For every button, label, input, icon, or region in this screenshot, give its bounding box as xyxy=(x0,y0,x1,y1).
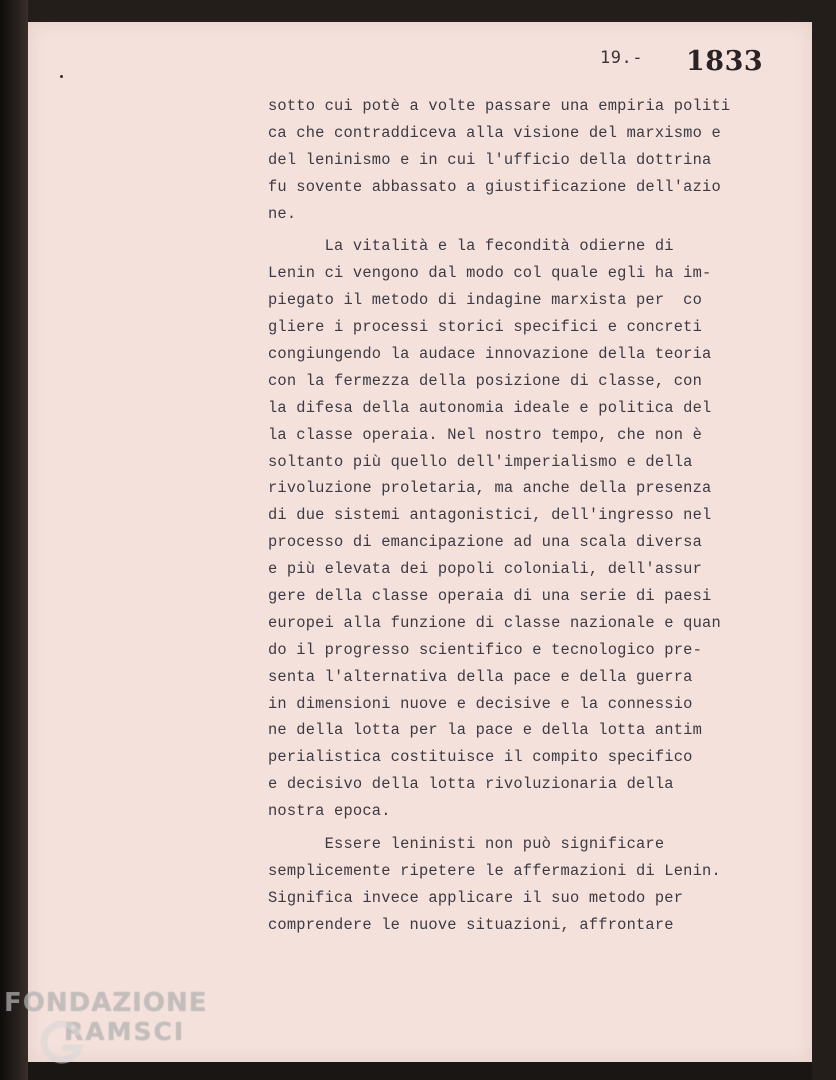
text-line: processo di emancipazione ad una scala diversa xyxy=(268,533,703,552)
text-line: Lenin ci vengono dal modo col quale egli ha im- xyxy=(268,264,712,283)
text-line: gliere i processi storici specifici e concreti xyxy=(268,318,703,337)
text-line: La vitalità e la fecondità odierne di xyxy=(268,237,674,256)
text-line: semplicemente ripetere le affermazioni di Lenin. xyxy=(268,861,721,880)
scan-border-right xyxy=(812,0,836,1080)
paper-speck xyxy=(60,75,63,78)
text-line: Essere leninisti non può significare xyxy=(268,835,665,854)
typewritten-text xyxy=(268,93,748,939)
text-line: perialistica costituisce il compito specifico xyxy=(268,748,693,767)
text-line: rivoluzione proletaria, ma anche della presenza xyxy=(268,479,712,498)
text-line: ne della lotta per la pace e della lotta antim xyxy=(268,721,703,740)
watermark-line-1: FONDAZIONE xyxy=(4,988,208,1018)
text-line: ne. xyxy=(268,204,297,223)
text-line: comprendere le nuove situazioni, affrontare xyxy=(268,915,674,934)
text-line: congiungendo la audace innovazione della teoria xyxy=(268,345,712,364)
fondazione-gramsci-watermark xyxy=(4,988,214,1046)
folio-number: 1833 xyxy=(686,46,764,77)
watermark-line-2: RAMSCI xyxy=(64,1017,186,1046)
page-number: 19.- xyxy=(600,48,643,68)
text-line: ca che contraddiceva alla visione del marxismo e xyxy=(268,123,721,142)
text-line: e decisivo della lotta rivoluzionaria della xyxy=(268,775,674,794)
text-line: la classe operaia. Nel nostro tempo, che non è xyxy=(268,425,703,444)
text-line: nostra epoca. xyxy=(268,802,391,821)
text-line: di due sistemi antagonistici, dell'ingresso nel xyxy=(268,506,712,525)
text-line: gere della classe operaia di una serie di paesi xyxy=(268,587,712,606)
text-line: in dimensioni nuove e decisive e la connessio xyxy=(268,694,693,713)
gramsci-g-logo-icon xyxy=(37,1018,87,1068)
text-line: sotto cui potè a volte passare una empiria politi xyxy=(268,97,731,115)
text-line: europei alla funzione di classe nazionale e quan xyxy=(268,613,721,632)
text-line: piegato il metodo di indagine marxista per co xyxy=(268,291,703,310)
text-line: Significa invece applicare il suo metodo per xyxy=(268,888,684,907)
text-line: fu sovente abbassato a giustificazione dell'azio xyxy=(268,177,721,196)
text-line: senta l'alternativa della pace e della guerra xyxy=(268,667,693,686)
text-line: do il progresso scientifico e tecnologico pre- xyxy=(268,640,703,659)
text-line: del leninismo e in cui l'ufficio della dottrina xyxy=(268,150,712,169)
text-line: con la fermezza della posizione di classe, con xyxy=(268,371,703,390)
binding-edge xyxy=(0,0,28,1080)
text-line: la difesa della autonomia ideale e politica del xyxy=(268,398,712,417)
text-line: soltanto più quello dell'imperialismo e della xyxy=(268,452,693,471)
text-line: e più elevata dei popoli coloniali, dell'assur xyxy=(268,560,703,579)
scan-border-top xyxy=(28,0,836,22)
